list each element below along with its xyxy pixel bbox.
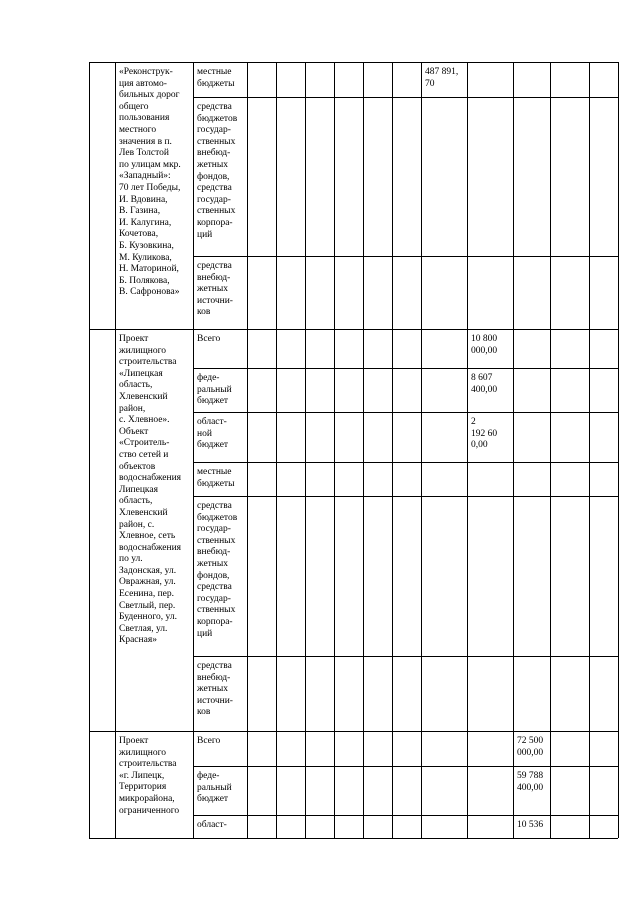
funding-source-cell: средства бюджетов государ- ственных внебюд- жетных фондов, средства государ- ственных корпора- ций [197,501,238,639]
funding-source-cell: местные бюджеты [197,67,235,89]
amount-cell: 59 788 400,00 [517,771,544,793]
project-name-cell: Проект жилищного строительства «г. Липецк, Территория микрорайона, ограниченного [119,736,180,816]
funding-source-cell: феде- ральный бюджет [197,373,232,407]
funding-source-cell: средства бюджетов государ- ственных внебюд- жетных фондов, средства государ- ственных корпора- ций [197,102,238,240]
amount-cell: 72 500 000,00 [517,736,544,758]
funding-source-cell: област- ной бюджет [197,417,229,451]
amount-cell: 487 891, 70 [425,67,459,89]
funding-source-cell: Всего [197,334,221,344]
funding-source-cell: област- [197,820,227,830]
amount-cell: 10 800 000,00 [471,334,498,356]
amount-cell: 2 192 60 0,00 [471,417,498,451]
funding-source-cell: средства внебюд- жетных источни- ков [197,661,233,718]
funding-source-cell: средства внебюд- жетных источни- ков [197,261,233,318]
funding-source-cell: феде- ральный бюджет [197,771,232,805]
funding-source-cell: местные бюджеты [197,467,235,489]
project-name-cell: «Реконструк- ция автомо- бильных дорог общего пользования местного значения в п. Лев Толстой по улицам мкр. «Западный»: 70 лет Победы, И. Вдовина, В. Газина, И. Калугина, Кочетова, Б. Кузовкина, М. Куликова, Н. Маториной, Б. Полякова, В. Сафронова» [119,67,181,298]
project-name-cell: Проект жилищного строительства «Липецкая область, Хлевенский район, с. Хлевное». Объект «Строитель- ство сетей и объектов водоснабжения Липецкая область, Хлевенский район, с. Хлевное, сеть водоснабжения по ул. Задонская, ул. Овражная, ул. Есенина, пер. Светлый, пер. Буденного, ул. Светлая, ул. Красная» [119,334,182,646]
amount-cell: 8 607 400,00 [471,373,498,395]
funding-source-cell: Всего [197,736,221,746]
amount-cell: 10 536 [517,820,544,830]
